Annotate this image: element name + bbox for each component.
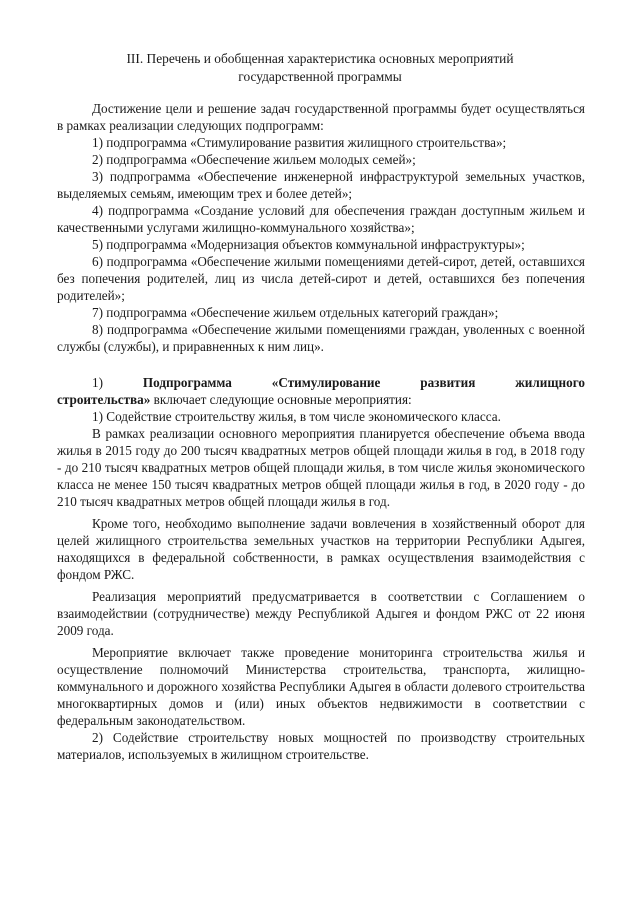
measure-item-2: 2) Содействие строительству новых мощностей по производству строительных материалов, используемых в жилищном строительстве. xyxy=(57,730,585,762)
section-title xyxy=(60,50,580,85)
subprogram-1-heading-bold-tail: строительства» xyxy=(57,392,151,407)
subprogram-item-5: 5) подпрограмма «Модернизация объектов коммунальной инфраструктуры»; xyxy=(92,237,525,252)
subprogram-1-heading-continuation xyxy=(57,391,585,408)
subprogram-item-6: 6) подпрограмма «Обеспечение жилыми помещениями детей-сирот, детей, оставшихся без попечения родителей, лиц из числа детей-сирот и детей, оставшихся без попечения родителей»; xyxy=(57,254,585,303)
subprogram-1-heading-line xyxy=(57,374,585,391)
measure-1-paragraph-2: Кроме того, необходимо выполнение задачи вовлечения в хозяйственный оборот для целей жилищного строительства земельных участков на территории Республики Адыгея, находящихся в федеральной собственности, в рамках осуществления взаимодействия с фондом РЖС. xyxy=(57,516,585,582)
document-body xyxy=(57,100,585,763)
measure-1-paragraph-1: В рамках реализации основного мероприятия планируется обеспечение объема ввода жилья в 2015 году до 200 тысяч квадратных метров общей площади жилья в год, в 2018 году - до 210 тысяч квадратных метров общей площади жилья, в том числе жилья экономического класса не менее 150 тысяч квадратных метров общей площади жилья в год, в 2020 году - до 210 тысяч квадратных метров общей площади жилья в год. xyxy=(57,426,585,509)
subprogram-item-3: 3) подпрограмма «Обеспечение инженерной инфраструктурой земельных участков, выделяемых семьям, имеющим трех и более детей»; xyxy=(57,169,585,201)
subprogram-1-heading-word-3: развития xyxy=(420,375,476,390)
subprogram-1-heading-word-2: «Стимулирование xyxy=(271,375,381,390)
intro-paragraph: Достижение цели и решение задач государственной программы будет осуществляться в рамках реализации следующих подпрограмм: xyxy=(57,101,585,133)
subprogram-1-heading-rest: включает следующие основные мероприятия: xyxy=(150,392,412,407)
subprogram-1-number: 1) xyxy=(92,375,103,390)
subprogram-item-2: 2) подпрограмма «Обеспечение жильем молодых семей»; xyxy=(92,152,416,167)
subprogram-1-heading-word-1: Подпрограмма xyxy=(142,375,232,390)
subprogram-item-7: 7) подпрограмма «Обеспечение жильем отдельных категорий граждан»; xyxy=(92,305,499,320)
measure-item-1: 1) Содействие строительству жилья, в том числе экономического класса. xyxy=(92,409,501,424)
measure-1-paragraph-4: Мероприятие включает также проведение мониторинга строительства жилья и осуществление полномочий Министерства строительства, транспорта, жилищно-коммунального и дорожного хозяйства Республики Адыгея в области долевого строительства многоквартирных домов и (или) иных объектов недвижимости в соответствии с федеральным законодательством. xyxy=(57,645,585,728)
subprogram-item-1: 1) подпрограмма «Стимулирование развития жилищного строительства»; xyxy=(92,135,507,150)
subprogram-item-8: 8) подпрограмма «Обеспечение жилыми помещениями граждан, уволенных с военной службы (службы), и приравненных к ним лиц». xyxy=(57,322,585,354)
subprogram-item-4: 4) подпрограмма «Создание условий для обеспечения граждан доступным жильем и качественными услугами жилищно-коммунального хозяйства»; xyxy=(57,203,585,235)
measure-1-paragraph-3: Реализация мероприятий предусматривается в соответствии с Соглашением о взаимодействии (сотрудничестве) между Республикой Адыгея и фондом РЖС от 22 июня 2009 года. xyxy=(57,589,585,638)
section-title-line-2: государственной программы xyxy=(238,68,402,84)
subprogram-1-heading xyxy=(57,374,585,408)
section-title-line-1: III. Перечень и обобщенная характеристика основных мероприятий xyxy=(126,51,514,66)
subprogram-1-heading-word-4: жилищного xyxy=(515,375,585,390)
